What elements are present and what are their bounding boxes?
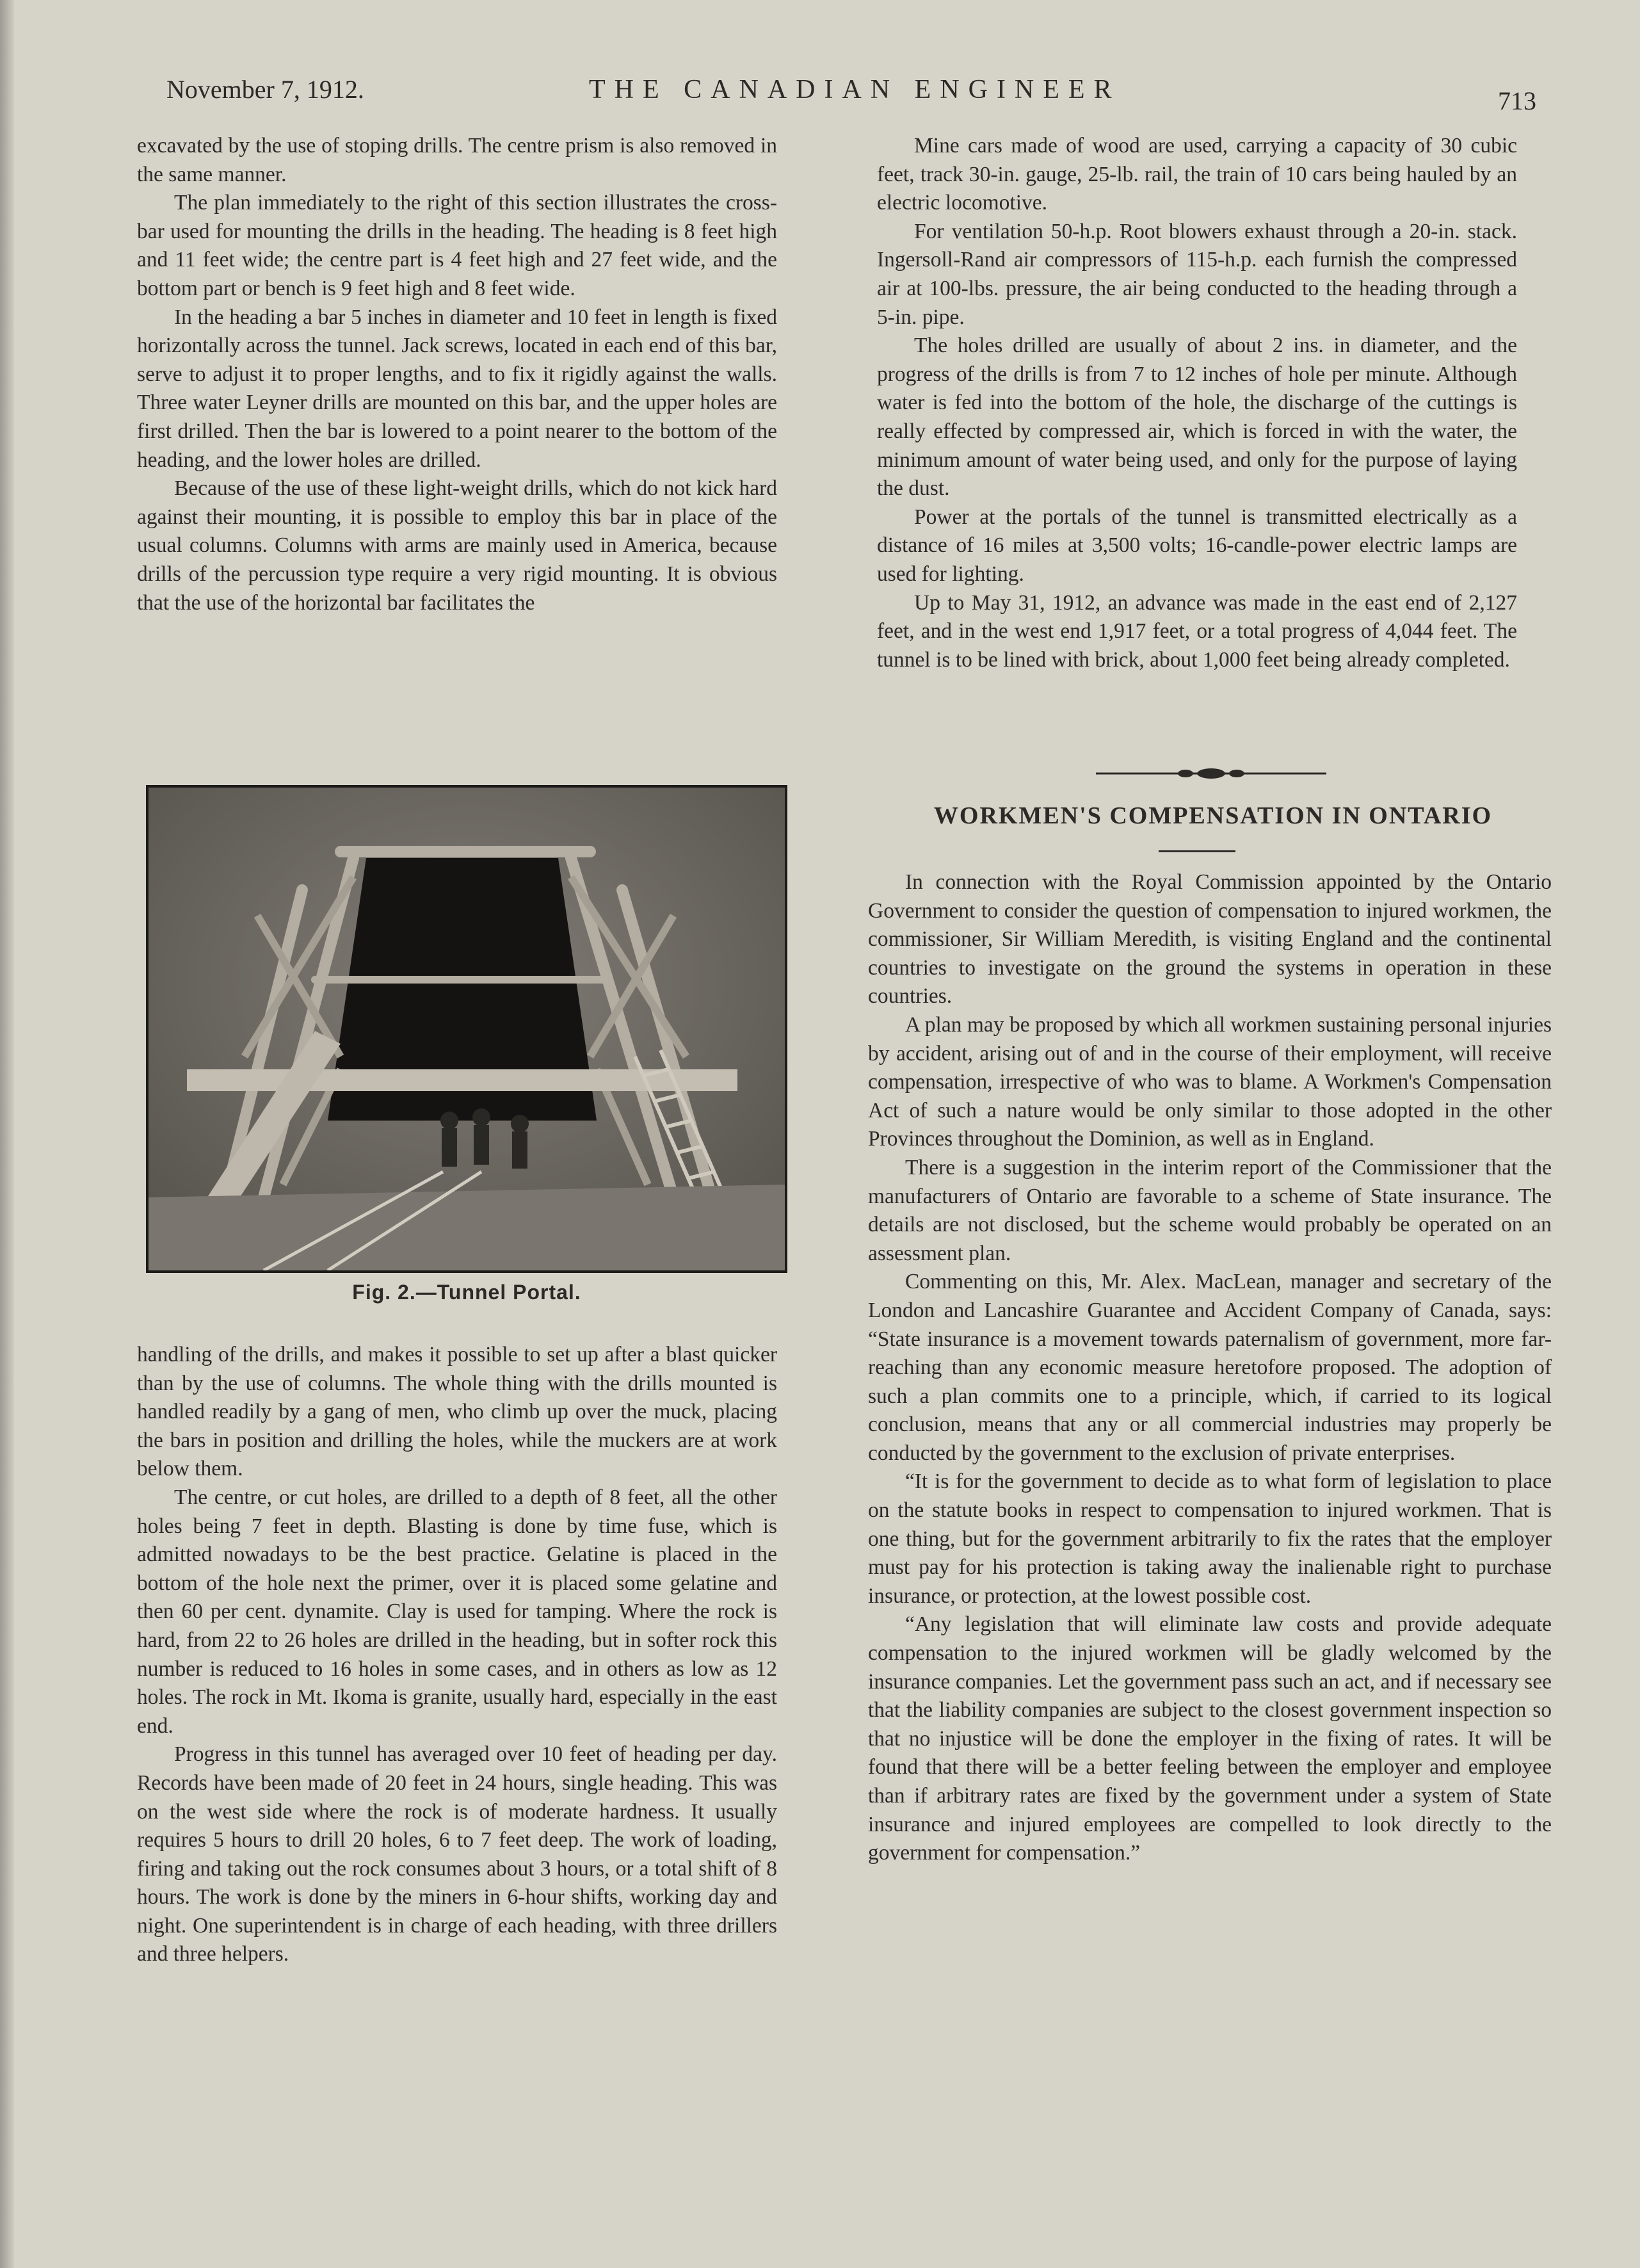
paragraph: For ventilation 50-h.p. Root blowers exhaust through a 20-in. stack. Ingersoll-Rand air compressors of 115-h.p. each furnish the compressed air at 100-lbs. pressure, the air being conducted to the heading through a 5-in. pipe. [877, 219, 1517, 329]
paragraph: handling of the drills, and makes it possible to set up after a blast quicker than by the use of columns. The whole thing with the drills mounted is handled readily by a gang of men, who climb up over the muck, placing the bars in position and drilling the holes, while the muckers are at work below them. [137, 1343, 777, 1481]
paragraph: In the heading a bar 5 inches in diameter and 10 feet in length is fixed horizontally across the tunnel. Jack screws, located in each end of this bar, serve to adjust it to proper lengths, and to fix it rigidly against the walls. Three water Leyner drills are mounted on this bar, and the upper holes are first drilled. Then the bar is lowered to a point nearer to the bottom of the heading, and the lower holes are drilled. [137, 305, 777, 472]
paragraph: The plan immediately to the right of this section illustrates the cross-bar used for mounting the drills in the heading. The heading is 8 feet high and 11 feet wide; the centre part is 4 feet high and 27 feet wide, and the bottom part or bench is 9 feet high and 8 feet wide. [137, 191, 777, 300]
figure-caption: Fig. 2.—Tunnel Portal. [352, 1281, 581, 1304]
title-rule [1159, 850, 1235, 852]
paragraph: “Any legislation that will eliminate law costs and provide adequate compensation to the injured workmen will be gladly welcomed by the insurance companies. Let the government pass such an act, and if necessary see that the liability companies are subject to the closest government inspection so that no injustice will be done the employer in the fixing of rates. It will be found that there will be a better feeling between the employer and employee than if arbitrary rates are fixed by the government under a system of State insurance and injured employees are compelled to look directly to the government for compensation.” [868, 1612, 1552, 1865]
paragraph: Up to May 31, 1912, an advance was made in the east end of 2,127 feet, and in the west end 1,917 feet, or a total progress of 4,044 feet. The tunnel is to be lined with brick, about 1,000 feet being already completed. [877, 590, 1517, 672]
paragraph: In connection with the Royal Commission appointed by the Ontario Government to consider the question of compensation to injured workmen, the commissioner, Sir William Meredith, is visiting England and the continental countries to investigate on the ground the systems in operation in these countries. [868, 870, 1552, 1008]
paragraph: The holes drilled are usually of about 2 ins. in diameter, and the progress of the drills is from 7 to 12 inches of hole per minute. Although water is fed into the bottom of the hole, the discharge of the cuttings is really effected by compressed air, which is forced in with the water, the minimum amount of water being used, and only for the purpose of laying the dust. [877, 334, 1517, 501]
left-column-top [137, 132, 777, 617]
page-binding-edge [0, 0, 14, 2268]
right-column-bottom [868, 868, 1552, 1868]
paragraph: “It is for the government to decide as to what form of legislation to place on the statute books in respect to compensation to injured workmen. That is one thing, but for the government arbitrarily to fix the rates that the employer must pay for his protection is taking away the inalienable right to purchase insurance, or protection, at the lowest possible cost. [868, 1470, 1552, 1608]
article-title: WORKMEN'S COMPENSATION IN ONTARIO [933, 802, 1493, 829]
page-number: 713 [1498, 86, 1536, 115]
paragraph: A plan may be proposed by which all workmen sustaining personal injuries by accident, arising out of and in the course of their employment, will receive compensation, irrespective of who was to blame. A Workmen's Compensation Act of such a nature would be only similar to those adopted in the other Provinces throughout the Dominion, as well as in England. [868, 1012, 1552, 1151]
paragraph: The centre, or cut holes, are drilled to a depth of 8 feet, all the other holes being 7 feet in depth. Blasting is done by time fuse, which is admitted nowadays to be the best practice. Gelatine is placed in the bottom of the hole next the primer, over it is placed some gelatine and then 60 per cent. dynamite. Clay is used for tamping. Where the rock is hard, from 22 to 26 holes are drilled in the heading, but in softer rock this number is reduced to 16 holes in some cases, and in others as low as 12 holes. The rock in Mt. Ikoma is granite, usually hard, especially in the east end. [137, 1485, 777, 1738]
tunnel-portal-illustration [149, 788, 785, 1270]
tunnel-portal-photo [146, 785, 787, 1273]
ornamental-divider [1096, 766, 1326, 781]
paragraph: There is a suggestion in the interim report of the Commissioner that the manufacturers of Ontario are favorable to a scheme of State insurance. The details are not disclosed, but the scheme would probably be operated on an assessment plan. [868, 1155, 1552, 1265]
running-head [166, 69, 1536, 120]
paragraph: Mine cars made of wood are used, carrying a capacity of 30 cubic feet, track 30-in. gauge, 25-lb. rail, the train of 10 cars being hauled by an electric locomotive. [877, 134, 1517, 215]
paragraph: Because of the use of these light-weight drills, which do not kick hard against their mounting, it is possible to employ this bar in place of the usual columns. Columns with arms are mainly used in America, because drills of the percussion type require a very rigid mounting. It is obvious that the use of the horizontal bar facilitates the [137, 476, 777, 615]
paragraph: excavated by the use of stoping drills. The centre prism is also removed in the same manner. [137, 134, 777, 186]
journal-title: THE CANADIAN ENGINEER [589, 75, 1121, 104]
right-column-top [877, 132, 1517, 674]
paragraph: Progress in this tunnel has averaged over 10 feet of heading per day. Records have been made of 20 feet in 24 hours, single heading. This was on the west side where the rock is of moderate hardness. It usually requires 5 hours to drill 20 holes, 6 to 7 feet deep. The work of loading, firing and taking out the rock consumes about 3 hours, or a total shift of 8 hours. The work is done by the miners in 6-hour shifts, working day and night. One superintendent is in charge of each heading, with three drillers and three helpers. [137, 1742, 777, 1966]
issue-date: November 7, 1912. [166, 75, 364, 104]
paragraph: Power at the portals of the tunnel is transmitted electrically as a distance of 16 miles at 3,500 volts; 16-candle-power electric lamps are used for lighting. [877, 505, 1517, 586]
paragraph: Commenting on this, Mr. Alex. MacLean, manager and secretary of the London and Lancashire Guarantee and Accident Company of Canada, says: “State insurance is a movement towards paternalism of government, more far-reaching than any economic measure heretofore proposed. The adoption of such a plan commits one to a principle, which, if carried to its logical conclusion, means that any or all commercial industries may properly be conducted by the government to the exclusion of private enterprises. [868, 1270, 1552, 1465]
left-column-bottom [137, 1341, 777, 1969]
